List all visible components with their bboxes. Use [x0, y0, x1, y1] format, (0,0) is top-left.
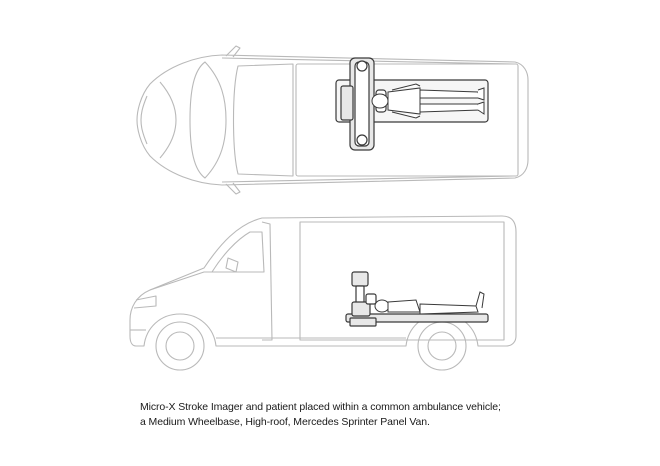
figure-caption — [140, 400, 640, 430]
patient-side-view — [375, 292, 484, 314]
caption-line-2: a Medium Wheelbase, High-roof, Mercedes Sprinter Panel Van. — [140, 416, 430, 428]
van-side-door — [262, 222, 272, 340]
van-side-window — [212, 232, 264, 272]
van-side-rear-wheel — [418, 322, 466, 370]
van-side-mirror — [226, 258, 238, 272]
van-side-view — [130, 216, 516, 370]
imager-side-view — [346, 272, 488, 326]
van-side-front-wheel — [156, 322, 204, 370]
van-top-windshield — [190, 62, 226, 178]
van-side-body-outline — [130, 216, 516, 346]
caption-line-1: Micro-X Stroke Imager and patient placed within a common ambulance vehicle; — [140, 401, 501, 413]
van-side-headlight — [134, 296, 156, 308]
